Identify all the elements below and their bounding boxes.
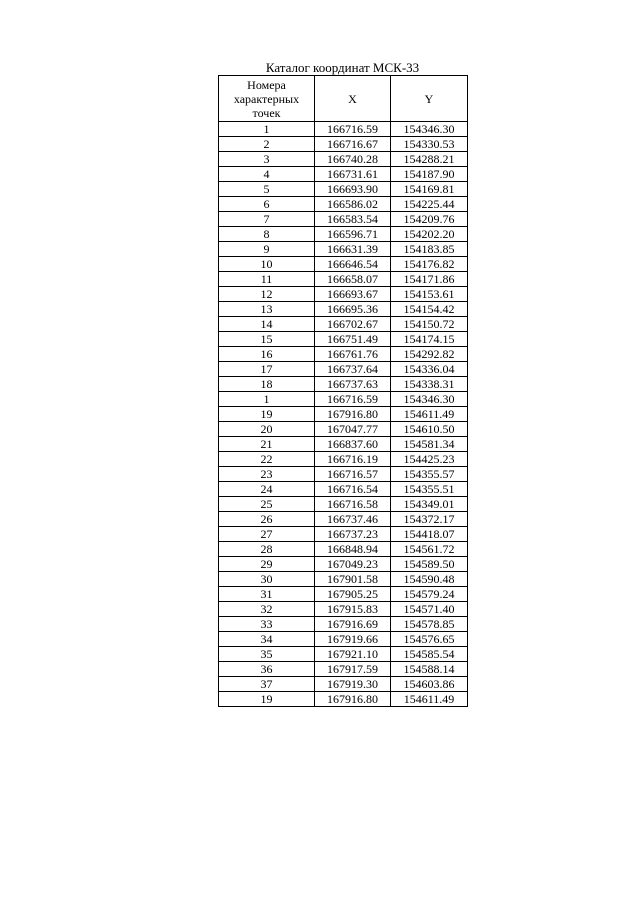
- table-row: [219, 377, 468, 392]
- point-number-cell: 30: [219, 572, 315, 587]
- table-row: [219, 527, 468, 542]
- x-cell: 167915.83: [315, 602, 391, 617]
- point-number-cell: 26: [219, 512, 315, 527]
- x-cell: 166631.39: [315, 242, 391, 257]
- table-row: [219, 497, 468, 512]
- table-row: [219, 692, 468, 707]
- y-cell: 154611.49: [391, 692, 468, 707]
- y-cell: 154579.24: [391, 587, 468, 602]
- point-number-cell: 4: [219, 167, 315, 182]
- x-cell: 166586.02: [315, 197, 391, 212]
- point-number-cell: 17: [219, 362, 315, 377]
- table-row: [219, 212, 468, 227]
- x-cell: 166716.67: [315, 137, 391, 152]
- point-number-cell: 27: [219, 527, 315, 542]
- y-cell: 154330.53: [391, 137, 468, 152]
- y-cell: 154425.23: [391, 452, 468, 467]
- table-row: [219, 467, 468, 482]
- x-cell: 166837.60: [315, 437, 391, 452]
- y-cell: 154576.65: [391, 632, 468, 647]
- table-row: [219, 407, 468, 422]
- y-cell: 154578.85: [391, 617, 468, 632]
- x-cell: 166716.54: [315, 482, 391, 497]
- header-point-line1: Номера: [247, 77, 286, 92]
- point-number-cell: 7: [219, 212, 315, 227]
- point-number-cell: 12: [219, 287, 315, 302]
- x-cell: 166658.07: [315, 272, 391, 287]
- x-cell: 166737.23: [315, 527, 391, 542]
- header-point-number: [219, 76, 315, 122]
- y-cell: 154588.14: [391, 662, 468, 677]
- y-cell: 154150.72: [391, 317, 468, 332]
- x-cell: 167049.23: [315, 557, 391, 572]
- table-row: [219, 332, 468, 347]
- table-row: [219, 572, 468, 587]
- x-cell: 166761.76: [315, 347, 391, 362]
- y-cell: 154355.57: [391, 467, 468, 482]
- y-cell: 154611.49: [391, 407, 468, 422]
- x-cell: 167916.80: [315, 407, 391, 422]
- x-cell: 166737.63: [315, 377, 391, 392]
- point-number-cell: 5: [219, 182, 315, 197]
- point-number-cell: 15: [219, 332, 315, 347]
- point-number-cell: 37: [219, 677, 315, 692]
- table-row: [219, 122, 468, 137]
- table-row: [219, 512, 468, 527]
- table-row: [219, 182, 468, 197]
- coordinates-table: [218, 75, 468, 707]
- y-cell: 154292.82: [391, 347, 468, 362]
- table-row: [219, 197, 468, 212]
- table-row: [219, 617, 468, 632]
- table-row: [219, 392, 468, 407]
- y-cell: 154225.44: [391, 197, 468, 212]
- x-cell: 167919.30: [315, 677, 391, 692]
- table-row: [219, 422, 468, 437]
- header-x: X: [315, 76, 391, 122]
- point-number-cell: 36: [219, 662, 315, 677]
- point-number-cell: 9: [219, 242, 315, 257]
- y-cell: 154209.76: [391, 212, 468, 227]
- point-number-cell: 24: [219, 482, 315, 497]
- table-row: [219, 302, 468, 317]
- point-number-cell: 14: [219, 317, 315, 332]
- x-cell: 167905.25: [315, 587, 391, 602]
- point-number-cell: 21: [219, 437, 315, 452]
- x-cell: 166716.59: [315, 122, 391, 137]
- table-row: [219, 452, 468, 467]
- x-cell: 166695.36: [315, 302, 391, 317]
- x-cell: 166716.58: [315, 497, 391, 512]
- y-cell: 154610.50: [391, 422, 468, 437]
- x-cell: 167916.80: [315, 692, 391, 707]
- x-cell: 167921.10: [315, 647, 391, 662]
- y-cell: 154346.30: [391, 392, 468, 407]
- table-caption: Каталог координат МСК-33: [265, 60, 420, 75]
- y-cell: 154561.72: [391, 542, 468, 557]
- y-cell: 154571.40: [391, 602, 468, 617]
- point-number-cell: 19: [219, 407, 315, 422]
- point-number-cell: 23: [219, 467, 315, 482]
- point-number-cell: 22: [219, 452, 315, 467]
- point-number-cell: 19: [219, 692, 315, 707]
- y-cell: 154288.21: [391, 152, 468, 167]
- table-row: [219, 602, 468, 617]
- table-row: [219, 242, 468, 257]
- point-number-cell: 8: [219, 227, 315, 242]
- y-cell: 154349.01: [391, 497, 468, 512]
- point-number-cell: 10: [219, 257, 315, 272]
- table-row: [219, 482, 468, 497]
- x-cell: 167919.66: [315, 632, 391, 647]
- point-number-cell: 31: [219, 587, 315, 602]
- y-cell: 154202.20: [391, 227, 468, 242]
- x-cell: 166737.46: [315, 512, 391, 527]
- table-row: [219, 137, 468, 152]
- y-cell: 154355.51: [391, 482, 468, 497]
- x-cell: 166693.67: [315, 287, 391, 302]
- point-number-cell: 20: [219, 422, 315, 437]
- table-row: [219, 662, 468, 677]
- x-cell: 166740.28: [315, 152, 391, 167]
- point-number-cell: 32: [219, 602, 315, 617]
- y-cell: 154176.82: [391, 257, 468, 272]
- table-row: [219, 347, 468, 362]
- point-number-cell: 25: [219, 497, 315, 512]
- y-cell: 154418.07: [391, 527, 468, 542]
- table-row: [219, 287, 468, 302]
- point-number-cell: 1: [219, 392, 315, 407]
- point-number-cell: 11: [219, 272, 315, 287]
- x-cell: 166583.54: [315, 212, 391, 227]
- point-number-cell: 16: [219, 347, 315, 362]
- point-number-cell: 13: [219, 302, 315, 317]
- header-point-line3: точек: [252, 105, 281, 120]
- y-cell: 154153.61: [391, 287, 468, 302]
- x-cell: 166751.49: [315, 332, 391, 347]
- y-cell: 154169.81: [391, 182, 468, 197]
- table-row: [219, 362, 468, 377]
- point-number-cell: 6: [219, 197, 315, 212]
- point-number-cell: 3: [219, 152, 315, 167]
- point-number-cell: 1: [219, 122, 315, 137]
- table-row: [219, 152, 468, 167]
- table-row: [219, 557, 468, 572]
- x-cell: 167917.59: [315, 662, 391, 677]
- point-number-cell: 2: [219, 137, 315, 152]
- x-cell: 166693.90: [315, 182, 391, 197]
- header-y: Y: [391, 76, 468, 122]
- header-row: [219, 76, 468, 122]
- table-row: [219, 587, 468, 602]
- table-row: [219, 227, 468, 242]
- table-row: [219, 437, 468, 452]
- y-cell: 154590.48: [391, 572, 468, 587]
- x-cell: 167916.69: [315, 617, 391, 632]
- point-number-cell: 29: [219, 557, 315, 572]
- x-cell: 166716.59: [315, 392, 391, 407]
- point-number-cell: 18: [219, 377, 315, 392]
- y-cell: 154183.85: [391, 242, 468, 257]
- y-cell: 154603.86: [391, 677, 468, 692]
- x-cell: 166596.71: [315, 227, 391, 242]
- x-cell: 166848.94: [315, 542, 391, 557]
- y-cell: 154581.34: [391, 437, 468, 452]
- table-row: [219, 272, 468, 287]
- x-cell: 167047.77: [315, 422, 391, 437]
- table-row: [219, 257, 468, 272]
- table-row: [219, 647, 468, 662]
- table-row: [219, 677, 468, 692]
- x-cell: 167901.58: [315, 572, 391, 587]
- table-row: [219, 317, 468, 332]
- x-cell: 166646.54: [315, 257, 391, 272]
- y-cell: 154174.15: [391, 332, 468, 347]
- y-cell: 154187.90: [391, 167, 468, 182]
- y-cell: 154154.42: [391, 302, 468, 317]
- x-cell: 166716.57: [315, 467, 391, 482]
- header-point-line2: характерных: [233, 91, 300, 106]
- y-cell: 154372.17: [391, 512, 468, 527]
- table-row: [219, 632, 468, 647]
- y-cell: 154336.04: [391, 362, 468, 377]
- x-cell: 166716.19: [315, 452, 391, 467]
- x-cell: 166702.67: [315, 317, 391, 332]
- point-number-cell: 33: [219, 617, 315, 632]
- y-cell: 154589.50: [391, 557, 468, 572]
- x-cell: 166737.64: [315, 362, 391, 377]
- x-cell: 166731.61: [315, 167, 391, 182]
- y-cell: 154338.31: [391, 377, 468, 392]
- point-number-cell: 35: [219, 647, 315, 662]
- table-row: [219, 167, 468, 182]
- point-number-cell: 34: [219, 632, 315, 647]
- y-cell: 154346.30: [391, 122, 468, 137]
- y-cell: 154171.86: [391, 272, 468, 287]
- y-cell: 154585.54: [391, 647, 468, 662]
- point-number-cell: 28: [219, 542, 315, 557]
- table-row: [219, 542, 468, 557]
- table-body: [219, 122, 468, 707]
